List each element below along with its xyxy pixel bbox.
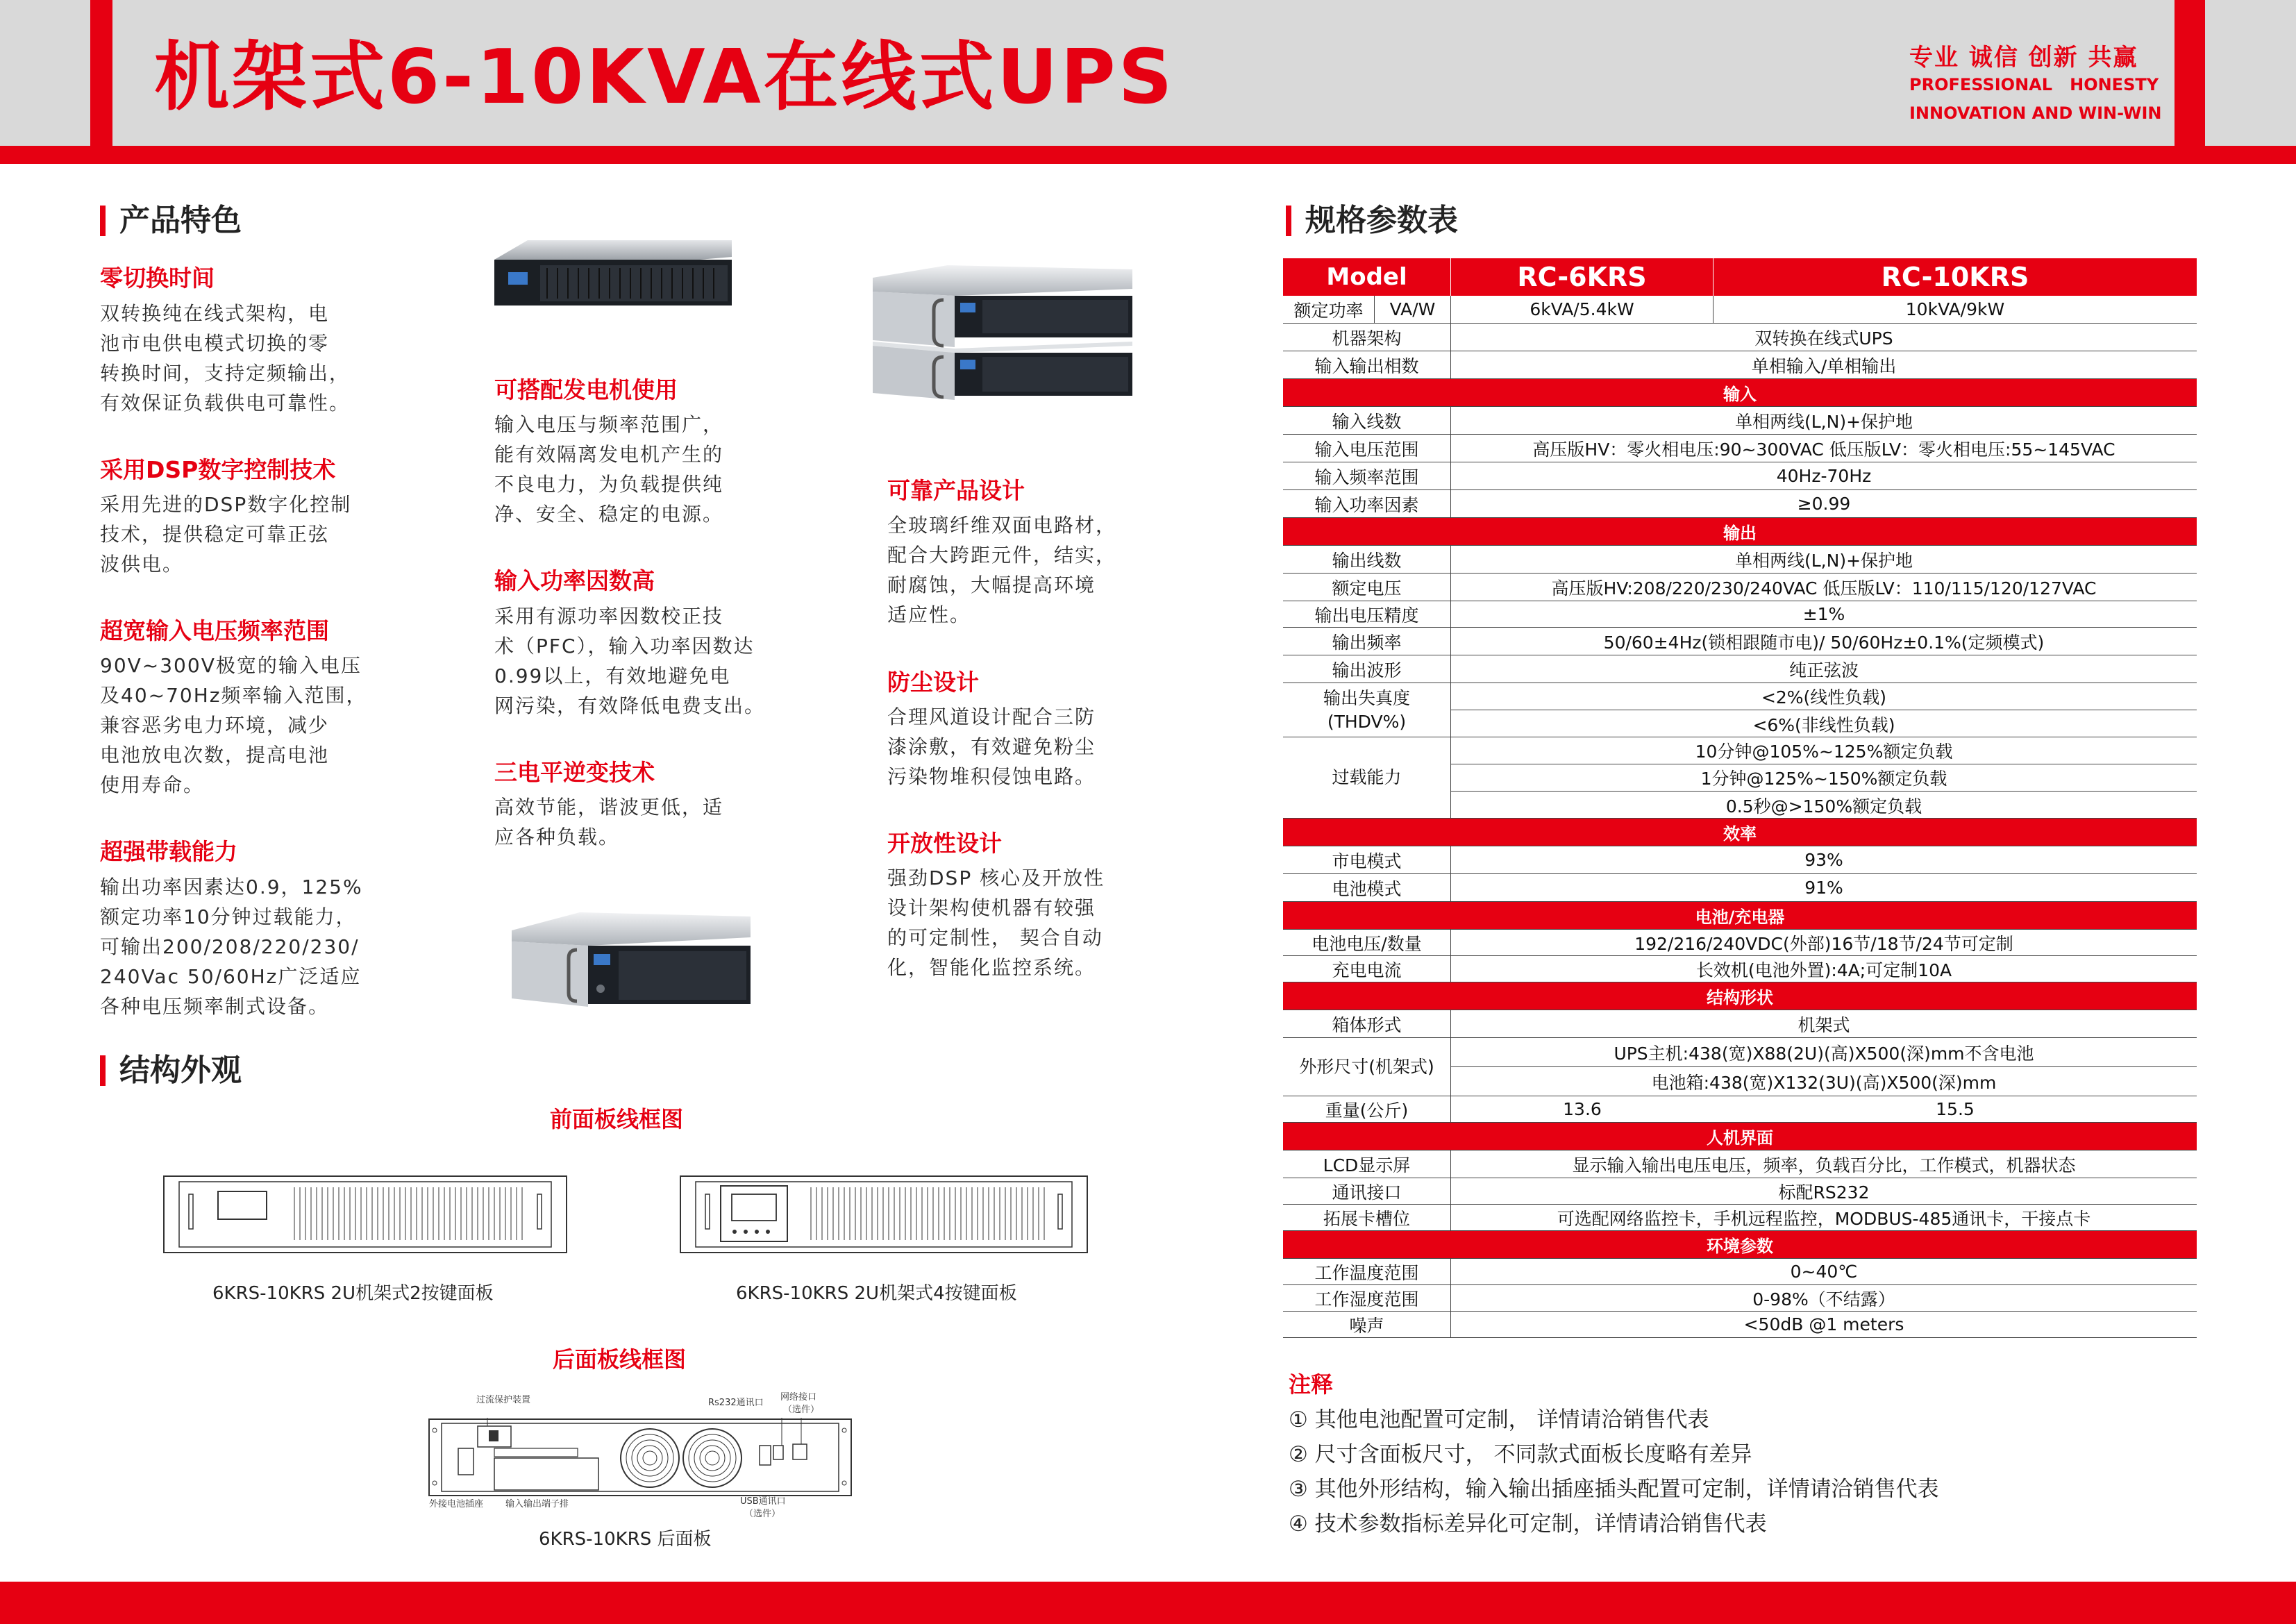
header-divider <box>0 164 2296 168</box>
spec-row <box>1283 1096 2197 1123</box>
spec-label: 充电电流 <box>1283 956 1451 982</box>
header-accent-bar-left <box>90 0 112 146</box>
spec-row <box>1283 490 2197 518</box>
feature-title: 超强带载能力 <box>100 838 237 865</box>
spec-header-col2: RC-10KRS <box>1881 262 2029 292</box>
spec-label: 输出电压精度 <box>1283 601 1451 627</box>
feature-title: 输入功率因数高 <box>494 567 655 594</box>
spec-section-label: 输入 <box>1723 385 1757 404</box>
feature-text: 输入电压与频率范围广， 能有效隔离发电机产生的 不良电力，为负载提供纯 净、安全、稳定的电源。 <box>494 413 724 526</box>
spec-row <box>1283 628 2197 655</box>
spec-label: 电池模式 <box>1283 874 1451 901</box>
spec-row <box>1283 296 2197 324</box>
spec-value: 50/60±4Hz(锁相跟随市电)/ 50/60Hz±0.1%(定频模式) <box>1603 632 2045 653</box>
spec-row <box>1283 1312 2197 1338</box>
note-item: ① 其他电池配置可定制， 详情请洽销售代表 <box>1289 1407 1709 1432</box>
spec-row <box>1283 462 2197 490</box>
spec-value-col2: 10kVA/9kW <box>1905 299 2005 319</box>
spec-row <box>1283 601 2197 628</box>
rear-label-network: 网络接口 <box>780 1392 817 1403</box>
spec-value-line: 10分钟@105%~125%额定负载 <box>1451 737 2197 764</box>
spec-value-col1: 13.6 <box>1563 1099 1602 1119</box>
spec-row <box>1283 655 2197 683</box>
spec-section-label: 结构形状 <box>1707 988 1773 1007</box>
spec-label: 通讯接口 <box>1283 1178 1451 1204</box>
spec-value: <50dB @1 meters <box>1743 1314 1904 1334</box>
footer-band <box>0 1582 2296 1624</box>
spec-value: 40Hz-70Hz <box>1776 466 1872 486</box>
feature-title: 采用DSP数字控制技术 <box>100 456 336 483</box>
feature-text: 全玻璃纤维双面电路材， 配合大跨距元件，结实， 耐腐蚀，大幅提高环境 适应性。 <box>887 514 1117 626</box>
feature-title: 开放性设计 <box>887 830 1002 857</box>
ups-product-image-stack <box>871 264 1135 403</box>
spec-section-label: 电池/充电器 <box>1695 907 1785 927</box>
rear-panel-title: 后面板线框图 <box>553 1346 687 1373</box>
spec-value: 91% <box>1804 878 1843 898</box>
feature-title: 防尘设计 <box>887 669 979 696</box>
feature-text: 采用有源功率因数校正技 术（PFC），输入功率因数达 0.99以上，有效地避免电 网污染，有效降低电费支出。 <box>494 605 766 717</box>
spec-section-row <box>1283 1123 2197 1150</box>
spec-value: 可选配网络监控卡，手机远程监控，MODBUS-485通讯卡，干接点卡 <box>1557 1208 2091 1229</box>
spec-label: 拓展卡槽位 <box>1283 1205 1451 1230</box>
spec-label: 工作湿度范围 <box>1283 1285 1451 1311</box>
front-panel-caption-1: 6KRS-10KRS 2U机架式2按键面板 <box>212 1283 494 1304</box>
spec-value-line: <6%(非线性负载) <box>1752 714 1895 735</box>
spec-row <box>1283 546 2197 574</box>
feature-text: 强劲DSP 核心及开放性 设计架构使机器有较强 的可定制性， 契合自动 化，智能化监控系统。 <box>887 867 1105 979</box>
page-title: 机架式6-10KVA在线式UPS <box>154 34 1175 121</box>
feature-title: 三电平逆变技术 <box>494 759 655 786</box>
spec-label: 市电模式 <box>1283 846 1451 873</box>
spec-value: 单相输入/单相输出 <box>1751 355 1897 376</box>
spec-section-row <box>1283 518 2197 546</box>
spec-value-line: 1分钟@125%~150%额定负载 <box>1451 764 2197 792</box>
spec-row <box>1283 324 2197 351</box>
spec-label: 箱体形式 <box>1283 1010 1451 1037</box>
spec-value-line: UPS主机:438(宽)X88(2U)(高)X500(深)mm不含电池 <box>1451 1038 2197 1067</box>
spec-row <box>1283 351 2197 379</box>
spec-value: 长效机(电池外置):4A;可定制10A <box>1695 960 1952 980</box>
note-item: ④ 技术参数指标差异化可定制，详情请洽销售代表 <box>1289 1512 1767 1537</box>
spec-value: 高压版HV：零火相电压:90~300VAC 低压版LV：零火相电压:55~145VAC <box>1532 439 2115 460</box>
feature-text: 高效节能，谐波更低，适 应各种负载。 <box>494 796 724 848</box>
feature-title: 超宽输入电压频率范围 <box>100 617 329 644</box>
spec-row <box>1283 574 2197 601</box>
spec-label: 输入线数 <box>1283 407 1451 434</box>
front-panel-diagram-2key <box>162 1173 568 1255</box>
spec-label: 机器架构 <box>1283 324 1451 351</box>
spec-value-line: 0.5秒@>150%额定负载 <box>1725 796 1922 817</box>
spec-row <box>1283 1259 2197 1285</box>
spec-row <box>1283 435 2197 462</box>
spec-value: ≥0.99 <box>1797 494 1851 514</box>
spec-value: 单相两线(L,N)+保护地 <box>1734 550 1913 571</box>
spec-label: 工作温度范围 <box>1283 1259 1451 1284</box>
feature-title: 零切换时间 <box>100 265 215 292</box>
spec-label: 额定电压 <box>1283 574 1451 601</box>
spec-row-multi <box>1283 683 2197 737</box>
spec-value: 标配RS232 <box>1778 1182 1870 1203</box>
spec-row <box>1283 407 2197 435</box>
feature-title: 可靠产品设计 <box>887 477 1025 504</box>
slogan-cn: 专业 诚信 创新 共赢 <box>1909 44 2138 72</box>
spec-label: 输入功率因素 <box>1283 490 1451 517</box>
spec-value: 0-98%（不结露） <box>1752 1289 1895 1309</box>
front-panel-diagram-4key <box>679 1173 1089 1255</box>
feature-text: 90V~300V极宽的输入电压 及40~70Hz频率输入范围， 兼容恶劣电力环境，减少 电池放电次数，提高电池 使用寿命。 <box>100 654 367 796</box>
structure-title: 结构外观 <box>100 1055 242 1086</box>
spec-value-line: <2%(线性负载) <box>1451 683 2197 710</box>
spec-unit: VA/W <box>1375 296 1451 323</box>
slogan-en-2: INNOVATION AND WIN-WIN <box>1909 103 2162 123</box>
spec-row <box>1283 1010 2197 1038</box>
spec-value: ±1% <box>1802 604 1845 624</box>
spec-label: 输入频率范围 <box>1283 462 1451 489</box>
slogan-en-1: PROFESSIONAL HONESTY <box>1909 75 2159 94</box>
spec-value: 显示输入输出电压电压，频率，负载百分比，工作模式，机器状态 <box>1572 1155 2076 1175</box>
ups-product-image-top <box>492 236 735 312</box>
spec-row <box>1283 956 2197 982</box>
spec-label: 输入输出相数 <box>1283 351 1451 378</box>
feature-text: 输出功率因素达0.9，125% 额定功率10分钟过载能力， 可输出200/208/220/230/ 240Vac 50/60Hz广泛适应 各种电压频率制式设备。 <box>100 876 363 1018</box>
spec-label: 外形尺寸(机架式) <box>1283 1038 1451 1096</box>
spec-value: 单相两线(L,N)+保护地 <box>1734 411 1913 432</box>
spec-label: 噪声 <box>1283 1312 1451 1337</box>
spec-label: 过载能力 <box>1283 737 1451 818</box>
rear-panel-caption: 6KRS-10KRS 后面板 <box>539 1529 712 1550</box>
feature-text: 双转换纯在线式架构，电 池市电供电模式切换的零 转换时间，支持定频输出， 有效保证负载供电可靠性。 <box>100 302 351 415</box>
spec-header-model: Model <box>1283 258 1451 296</box>
spec-section-label: 人机界面 <box>1707 1128 1773 1148</box>
spec-label: 输出失真度 (THDV%) <box>1283 683 1451 737</box>
spec-label: 输出频率 <box>1283 628 1451 655</box>
spec-section-label: 输出 <box>1723 524 1757 543</box>
spec-section-row <box>1283 379 2197 407</box>
feature-title: 可搭配发电机使用 <box>494 376 678 403</box>
spec-row <box>1283 1150 2197 1178</box>
spec-value-line: 电池箱:438(宽)X132(3U)(高)X500(深)mm <box>1651 1073 1997 1093</box>
rear-label-io-terminal: 输入输出端子排 <box>505 1499 569 1509</box>
spec-label: 输出线数 <box>1283 546 1451 573</box>
spec-value: 93% <box>1804 850 1843 870</box>
spec-value: 机架式 <box>1798 1014 1850 1035</box>
spec-row <box>1283 1285 2197 1312</box>
front-panel-title: 前面板线框图 <box>550 1106 684 1132</box>
spec-title: 规格参数表 <box>1286 206 1458 236</box>
spec-table <box>1283 258 2197 1338</box>
note-item: ② 尺寸含面板尺寸， 不同款式面板长度略有差异 <box>1289 1442 1752 1467</box>
spec-label: 重量(公斤) <box>1283 1096 1451 1122</box>
rear-label-usb: USB通讯口 <box>740 1496 786 1507</box>
spec-header-row <box>1283 258 2197 296</box>
spec-row <box>1283 930 2197 956</box>
spec-header-col1: RC-6KRS <box>1451 258 1713 296</box>
spec-row <box>1283 1205 2197 1231</box>
spec-row <box>1283 1178 2197 1205</box>
spec-rows <box>1283 296 2197 1338</box>
spec-row-multi <box>1283 737 2197 819</box>
spec-section-row <box>1283 902 2197 930</box>
spec-label: 额定功率 <box>1283 296 1375 323</box>
rear-label-rs232: Rs232通讯口 <box>708 1398 764 1408</box>
feature-text: 合理风道设计配合三防 漆涂敷，有效避免粉尘 污染物堆积侵蚀电路。 <box>887 705 1096 788</box>
spec-section-label: 效率 <box>1723 824 1757 844</box>
spec-section-label: 环境参数 <box>1707 1237 1773 1256</box>
spec-label: LCD显示屏 <box>1283 1150 1451 1178</box>
spec-value: 高压版HV:208/220/230/240VAC 低压版LV：110/115/120/127VAC <box>1551 578 2097 598</box>
spec-value: 纯正弦波 <box>1788 660 1859 680</box>
rear-label-network-option: （选件） <box>783 1405 820 1415</box>
spec-value: 0~40℃ <box>1790 1262 1858 1282</box>
spec-row <box>1283 874 2197 902</box>
features-title: 产品特色 <box>100 206 242 236</box>
spec-row <box>1283 846 2197 874</box>
spec-value: 双转换在线式UPS <box>1754 328 1893 349</box>
spec-row-multi <box>1283 1038 2197 1096</box>
header-stripe <box>0 146 2296 164</box>
note-item: ③ 其他外形结构，输入输出插座插头配置可定制，详情请洽销售代表 <box>1289 1477 1939 1502</box>
rear-label-usb-option: （选件） <box>744 1509 781 1519</box>
header-accent-bar-right <box>2175 0 2205 146</box>
spec-section-row <box>1283 1231 2197 1259</box>
notes-title: 注释 <box>1289 1371 1334 1398</box>
spec-value-col1: 6kVA/5.4kW <box>1451 296 1713 323</box>
spec-value-col2: 15.5 <box>1936 1099 1975 1119</box>
spec-label: 输出波形 <box>1283 655 1451 683</box>
rear-label-breaker: 过流保护装置 <box>476 1395 531 1405</box>
spec-value: 192/216/240VDC(外部)16节/18节/24节可定制 <box>1634 933 2013 954</box>
spec-label: 输入电压范围 <box>1283 435 1451 462</box>
front-panel-caption-2: 6KRS-10KRS 2U机架式4按键面板 <box>736 1283 1017 1304</box>
feature-text: 采用先进的DSP数字化控制 技术，提供稳定可靠正弦 波供电。 <box>100 493 352 576</box>
spec-label: 电池电压/数量 <box>1283 930 1451 955</box>
spec-section-row <box>1283 982 2197 1010</box>
ups-product-image-bottom <box>510 910 753 1014</box>
rear-panel-diagram <box>428 1416 853 1500</box>
rear-label-ext-battery: 外接电池插座 <box>429 1499 484 1509</box>
spec-section-row <box>1283 819 2197 846</box>
